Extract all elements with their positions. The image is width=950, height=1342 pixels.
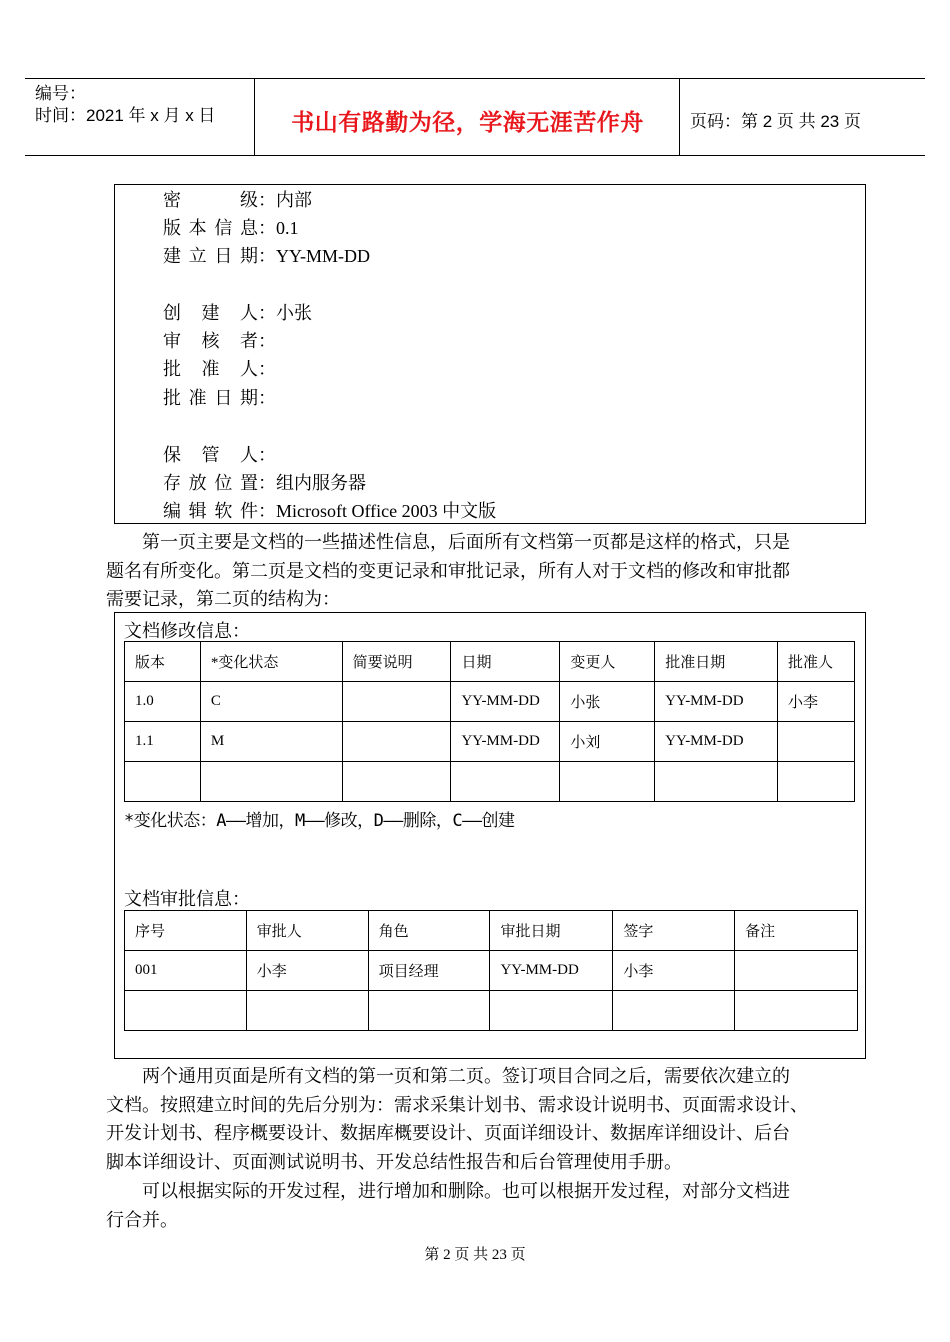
info-value: YY-MM-DD xyxy=(276,246,370,266)
table-cell: C xyxy=(200,682,342,722)
table-header-cell: *变化状态 xyxy=(200,642,342,682)
page-header xyxy=(25,78,925,156)
table-cell: M xyxy=(200,722,342,762)
info-value: 0.1 xyxy=(276,218,299,238)
info-separator: ： xyxy=(258,331,276,351)
document-time-label: 时间：2021 年 x 月 x 日 xyxy=(35,106,216,125)
paragraph-line: 可以根据实际的开发过程，进行增加和删除。也可以根据开发过程，对部分文档进 xyxy=(142,1181,790,1201)
header-divider xyxy=(679,79,680,155)
table-header-cell: 审批日期 xyxy=(490,911,613,951)
table-cell xyxy=(342,682,451,722)
change-status-legend: *变化状态：A——增加，M——修改，D——删除，C——创建 xyxy=(124,811,515,831)
table-row xyxy=(125,951,858,991)
table-cell: 1.1 xyxy=(125,722,201,762)
table-row xyxy=(125,722,855,762)
info-label: 审核者 xyxy=(163,331,258,351)
table-cell: YY-MM-DD xyxy=(451,722,560,762)
info-separator: ： xyxy=(258,218,276,238)
paragraph-line: 需要记录，第二页的结构为： xyxy=(106,589,340,609)
table-cell: YY-MM-DD xyxy=(490,951,613,991)
info-row-approver xyxy=(163,357,276,381)
table-cell xyxy=(342,762,451,802)
paragraph-line: 题名有所变化。第二页是文档的变更记录和审批记录，所有人对于文档的修改和审批都 xyxy=(106,560,790,581)
info-separator: ： xyxy=(258,388,276,408)
info-separator: ： xyxy=(258,359,276,379)
info-row-reviewer xyxy=(163,329,276,353)
paragraph-adjust xyxy=(106,1177,790,1234)
modify-section-title: 文档修改信息： xyxy=(124,621,250,641)
info-separator: ： xyxy=(258,445,276,465)
table-cell: YY-MM-DD xyxy=(451,682,560,722)
table-row xyxy=(125,991,858,1031)
table-cell: YY-MM-DD xyxy=(655,682,778,722)
table-cell xyxy=(342,722,451,762)
table-header-cell: 序号 xyxy=(125,911,247,951)
info-label: 创建人 xyxy=(163,303,258,323)
table-cell xyxy=(778,762,855,802)
table-header-cell: 批准日期 xyxy=(655,642,778,682)
paragraph-line: 脚本详细设计、页面测试说明书、开发总结性报告和后台管理使用手册。 xyxy=(106,1151,682,1172)
table-cell: 小李 xyxy=(778,682,855,722)
info-label: 编辑软件 xyxy=(163,501,258,521)
paragraph-line: 开发计划书、程序概要设计、数据库概要设计、页面详细设计、数据库详细设计、后台 xyxy=(106,1123,790,1143)
table-cell: 小刘 xyxy=(560,722,655,762)
paragraph-line: 行合并。 xyxy=(106,1209,178,1230)
info-row-security xyxy=(163,188,312,212)
paragraph-intro xyxy=(106,528,790,614)
change-approval-box xyxy=(114,612,866,1059)
info-separator: ： xyxy=(258,501,276,521)
table-cell xyxy=(735,991,858,1031)
table-cell: 小李 xyxy=(613,951,735,991)
info-value: 组内服务器 xyxy=(276,473,366,493)
table-cell xyxy=(560,762,655,802)
info-row-version xyxy=(163,216,299,240)
table-cell: 项目经理 xyxy=(368,951,490,991)
table-cell xyxy=(451,762,560,802)
document-info-box xyxy=(114,184,866,524)
info-row-creator xyxy=(163,301,312,325)
info-label: 建立日期 xyxy=(163,246,258,266)
table-cell xyxy=(735,951,858,991)
header-motto: 书山有路勤为径，学海无涯苦作舟 xyxy=(291,110,644,136)
info-label: 版本信息 xyxy=(163,218,258,238)
info-separator: ： xyxy=(258,303,276,323)
table-cell xyxy=(778,722,855,762)
paragraph-line: 文档。按照建立时间的先后分别为：需求采集计划书、需求设计说明书、页面需求设计、 xyxy=(106,1094,808,1115)
info-row-software xyxy=(163,499,496,523)
info-row-location xyxy=(163,471,366,495)
info-separator: ： xyxy=(258,246,276,266)
paragraph-document-list xyxy=(106,1062,808,1176)
document-number-label: 编号： xyxy=(35,84,86,103)
info-label: 批准日期 xyxy=(163,388,258,408)
table-header-cell: 版本 xyxy=(125,642,201,682)
info-separator: ： xyxy=(258,473,276,493)
table-header-cell: 简要说明 xyxy=(342,642,451,682)
modify-table xyxy=(124,641,855,802)
table-header-cell: 签字 xyxy=(613,911,735,951)
info-row-created-date xyxy=(163,244,370,268)
paragraph-line: 两个通用页面是所有文档的第一页和第二页。签订项目合同之后，需要依次建立的 xyxy=(142,1066,790,1086)
header-page-number: 页码：第 2 页 共 23 页 xyxy=(690,112,861,131)
table-row xyxy=(125,682,855,722)
table-cell xyxy=(490,991,613,1031)
table-cell: 小李 xyxy=(246,951,368,991)
table-row xyxy=(125,762,855,802)
info-row-custodian xyxy=(163,443,276,467)
table-header-row xyxy=(125,642,855,682)
info-separator: ： xyxy=(258,190,276,210)
table-header-cell: 备注 xyxy=(735,911,858,951)
info-value: 小张 xyxy=(276,303,312,323)
approve-table xyxy=(124,910,858,1031)
table-cell xyxy=(613,991,735,1031)
table-header-cell: 批准人 xyxy=(778,642,855,682)
table-cell: 小张 xyxy=(560,682,655,722)
table-header-row xyxy=(125,911,858,951)
paragraph-line: 第一页主要是文档的一些描述性信息，后面所有文档第一页都是这样的格式，只是 xyxy=(142,532,790,552)
info-value: 内部 xyxy=(276,190,312,210)
table-cell xyxy=(655,762,778,802)
table-header-cell: 角色 xyxy=(368,911,490,951)
table-cell xyxy=(200,762,342,802)
table-cell: YY-MM-DD xyxy=(655,722,778,762)
page-footer: 第 2 页 共 23 页 xyxy=(424,1247,526,1263)
info-row-approval-date xyxy=(163,386,276,410)
info-label: 密级 xyxy=(163,190,258,210)
table-cell: 1.0 xyxy=(125,682,201,722)
approve-section-title: 文档审批信息： xyxy=(124,889,250,909)
info-label: 批准人 xyxy=(163,359,258,379)
table-header-cell: 变更人 xyxy=(560,642,655,682)
header-meta xyxy=(35,83,215,127)
table-header-cell: 审批人 xyxy=(246,911,368,951)
info-label: 保管人 xyxy=(163,445,258,465)
table-cell xyxy=(368,991,490,1031)
table-cell xyxy=(125,762,201,802)
table-cell: 001 xyxy=(125,951,247,991)
info-value: Microsoft Office 2003 中文版 xyxy=(276,501,497,521)
table-cell xyxy=(125,991,247,1031)
table-cell xyxy=(246,991,368,1031)
info-label: 存放位置 xyxy=(163,473,258,493)
table-header-cell: 日期 xyxy=(451,642,560,682)
